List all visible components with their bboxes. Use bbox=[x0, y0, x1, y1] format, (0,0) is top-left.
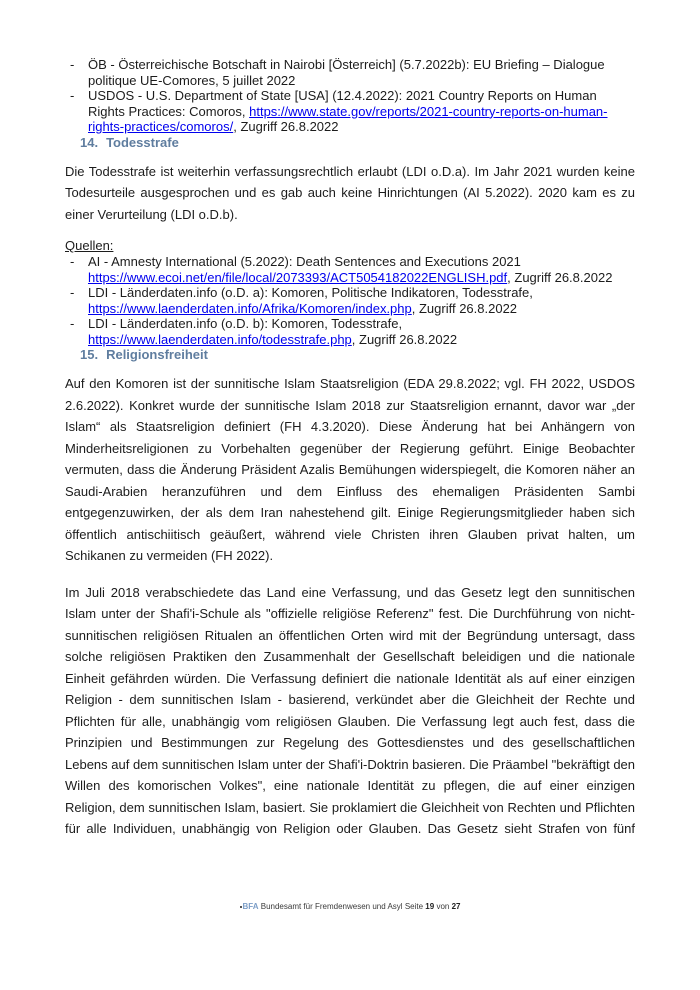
bfa-logo-dot bbox=[240, 906, 242, 908]
source-text: , Zugriff 26.8.2022 bbox=[411, 300, 518, 316]
section-15-paragraph-1: Auf den Komoren ist der sunnitische Islam Staatsreligion (EDA 29.8.2022; vgl. FH 2022, USDOS 2.6.2022). Konkret wurde der sunnitische Islam 2018 zur Staatsreligion ernannt, davor war „der Islam“ als Staatsreligion definiert (FH 4.3.2020). Diese Änderung hat bei Anhängern von Minderheitsreligionen zu Vorbehalten gegenüber der Regierung geführt. Einige Beobachter vermuten, dass die Änderung Präsident Azalis Bemühungen widerspiegelt, die Komoren näher an Saudi-Arabien heranzuführen und dem Einfluss des ehemaligen Präsidenten Sambi entgegenzuwirken, der als dem Iran nahestehend gilt. Einige Regierungsmitglieder haben sich öffentlich antischiitisch geäußert, während viele Christen ihren Glauben privat halten, um Schikanen zu vermeiden (FH 2022). bbox=[65, 376, 635, 563]
source-text: ÖB - Österreichische Botschaft in Nairobi [Österreich] (5.7.2022b): EU Briefing – Dialogue politique UE-Comores, 5 juillet 2022 bbox=[88, 57, 605, 88]
hyperlink[interactable]: https://www.state.gov/reports/2021-country-reports-on-human-rights-practices/comoros/ bbox=[88, 103, 608, 134]
heading-number: 14. bbox=[80, 134, 99, 150]
hyperlink[interactable]: https://www.ecoi.net/en/file/local/2073393/ACT5054182022ENGLISH.pdf bbox=[88, 269, 508, 285]
source-list-section-14 bbox=[65, 254, 635, 347]
source-text: , Zugriff 26.8.2022 bbox=[507, 269, 613, 285]
source-item bbox=[70, 254, 635, 285]
page-footer bbox=[0, 902, 700, 912]
page-number-total: 27 bbox=[451, 902, 461, 911]
source-item bbox=[70, 57, 635, 88]
section-15-heading bbox=[80, 347, 635, 363]
source-text: LDI - Länderdaten.info (o.D. b): Komoren, Todesstrafe, bbox=[88, 316, 403, 331]
footer-page-label: Seite bbox=[404, 902, 424, 911]
source-text: AI - Amnesty International (5.2022): Death Sentences and Executions 2021 bbox=[88, 254, 521, 269]
heading-title: Religionsfreiheit bbox=[106, 347, 208, 362]
section-14-paragraph: Die Todesstrafe ist weiterhin verfassungsrechtlich erlaubt (LDI o.D.a). Im Jahr 2021 wurden keine Todesurteile ausgesprochen und es gab auch keine Hinrichtungen (AI 5.2022). 2020 kam es zu einer Verurteilung (LDI o.D.b). bbox=[65, 163, 635, 222]
hyperlink[interactable]: https://www.laenderdaten.info/todesstrafe.php bbox=[88, 331, 352, 347]
source-item bbox=[70, 316, 635, 347]
source-text: USDOS - U.S. Department of State [USA] (12.4.2022): 2021 Country Reports on Human Rights Practices: Comoros, bbox=[88, 88, 597, 119]
heading-title: Todesstrafe bbox=[106, 134, 179, 150]
source-text: , Zugriff 26.8.2022 bbox=[233, 119, 339, 134]
source-list-top bbox=[65, 57, 635, 135]
heading-number: 15. bbox=[80, 347, 99, 362]
source-item bbox=[70, 88, 635, 135]
bullet-dash: - bbox=[70, 254, 75, 269]
bullet-dash: - bbox=[70, 57, 75, 72]
page-number-current: 19 bbox=[425, 902, 435, 911]
hyperlink[interactable]: https://www.laenderdaten.info/Afrika/Komoren/index.php bbox=[88, 300, 412, 316]
bullet-dash: - bbox=[70, 285, 75, 300]
footer-org: Bundesamt für Fremdenwesen und Asyl bbox=[260, 902, 403, 911]
sources-label: Quellen: bbox=[65, 238, 114, 253]
bfa-logo: BFA bbox=[242, 902, 259, 911]
source-text: LDI - Länderdaten.info (o.D. a): Komoren, Politische Indikatoren, Todesstrafe, bbox=[88, 285, 533, 300]
bullet-dash: - bbox=[70, 88, 75, 103]
section-15-paragraph-2: Im Juli 2018 verabschiedete das Land eine Verfassung, und das Gesetz legt den sunnitischen Islam unter der Shafi'i-Schule als "offizielle religiöse Referenz" fest. Die Durchführung von nicht-sunnitischen religiösen Ritualen an öffentlichen Orten wird mit der Begründung untersagt, dass solche religiösen Praktiken den Zusammenhalt der Gesellschaft beleidigen und die nationale Einheit gefährden würden. Die Verfassung definiert die nationale Identität als auf einer einzigen Religion - dem sunnitischen Islam - basierend, verkündet aber die Gleichheit der Rechte und Pflichten für alle, unabhängig vom religiösen Glauben. Die Verfassung legt auch fest, dass die Prinzipien und Bestimmungen zur Regelung des Gottesdienstes und des gesellschaftlichen Lebens auf dem sunnitischen Islam unter der Shafi'i-Doktrin basieren. Die Präambel "bekräftigt den Willen des komorischen Volkes", eine nationale Identität zu pflegen, die auf einer einzigen Religion, dem sunnitischen Islam, basiert. Sie proklamiert die Gleichheit von Rechten und Pflichten für alle Individuen, unabhängig von Religion oder Glauben. Das Gesetz sieht Strafen von fünf bbox=[65, 584, 636, 836]
footer-separator: von bbox=[436, 902, 450, 911]
section-14-heading bbox=[80, 135, 635, 151]
source-text: , Zugriff 26.8.2022 bbox=[351, 331, 458, 347]
bullet-dash: - bbox=[70, 316, 75, 331]
source-item bbox=[70, 285, 635, 316]
